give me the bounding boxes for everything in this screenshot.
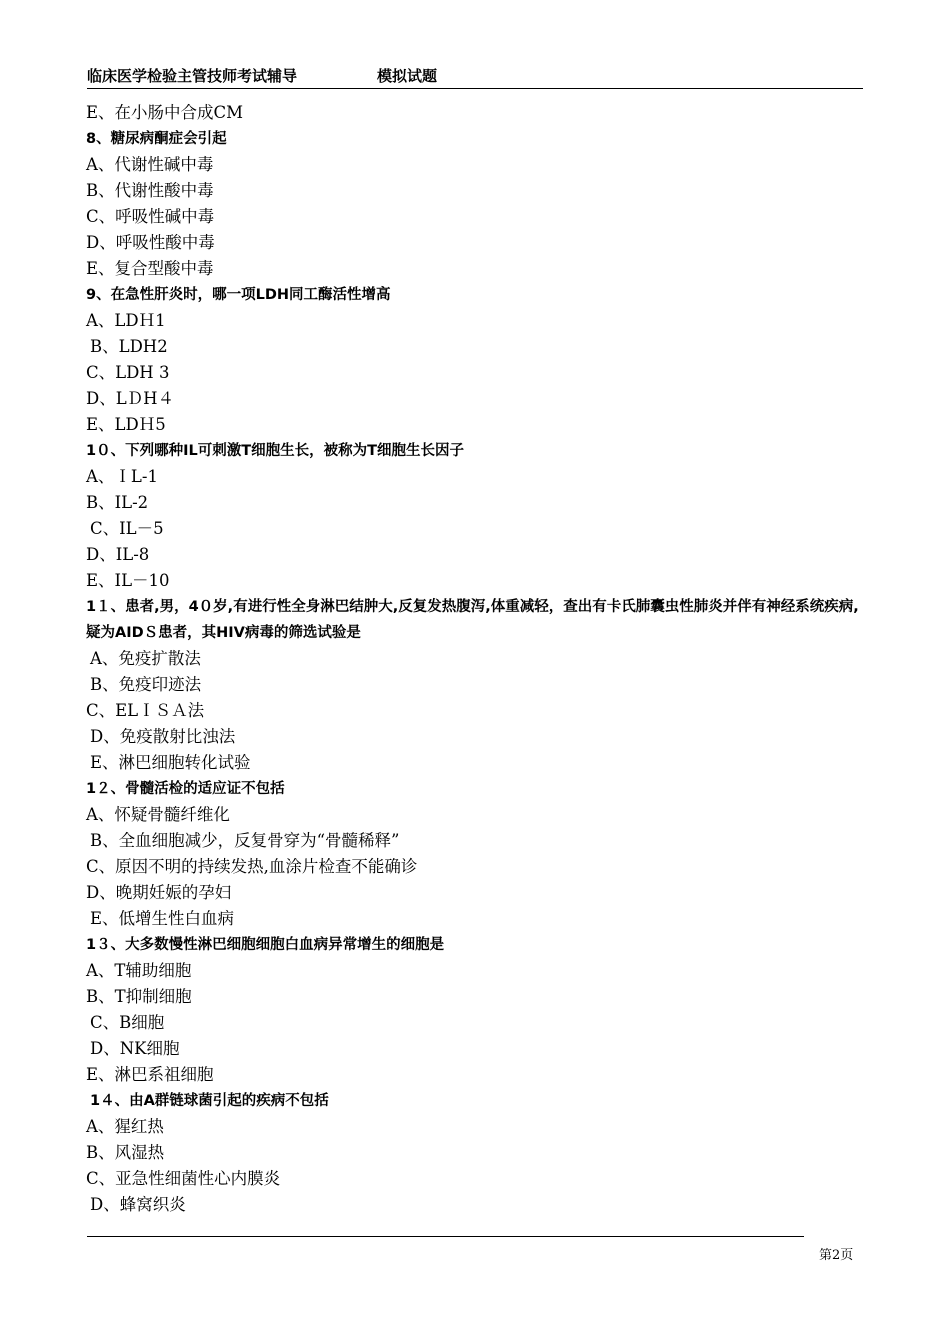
answer-option: D、NK细胞 [90, 1039, 180, 1058]
question-text: 9、在急性肝炎时，哪一项LDH同工酶活性增高 [86, 287, 391, 303]
header-title: 临床医学检验主管技师考试辅导 [87, 67, 298, 85]
answer-option: D、蜂窝织炎 [90, 1195, 186, 1214]
answer-option: B、IL-2 [86, 493, 149, 512]
question-text: 8、糖尿病酮症会引起 [86, 131, 227, 147]
answer-option: C、B细胞 [90, 1013, 165, 1032]
answer-option: B、全血细胞减少，反复骨穿为“骨髓稀释” [90, 831, 400, 850]
answer-option: C、原因不明的持续发热,血涂片检查不能确诊 [86, 857, 418, 876]
exam-content [86, 100, 866, 1218]
answer-option: C、IL－5 [90, 519, 164, 538]
page-number: 第2页 [819, 1248, 854, 1263]
answer-option: B、LDH2 [90, 337, 168, 356]
answer-option: B、免疫印迹法 [90, 675, 202, 694]
question-text: 1２、骨髓活检的适应证不包括 [86, 781, 285, 797]
answer-option: E、淋巴系祖细胞 [86, 1065, 214, 1084]
answer-option: E、复合型酸中毒 [86, 259, 214, 278]
answer-option: A、猩红热 [86, 1117, 164, 1136]
answer-option: C、ELＩＳＡ法 [86, 701, 205, 720]
header-subtitle: 模拟试题 [377, 67, 438, 85]
footer-divider [87, 1236, 804, 1237]
answer-option: A、代谢性碱中毒 [86, 155, 214, 174]
answer-option: B、T抑制细胞 [86, 987, 192, 1006]
answer-option: B、代谢性酸中毒 [86, 181, 214, 200]
question-text: 1１、患者,男，4０岁,有进行性全身淋巴结肿大,反复发热腹泻,体重减轻，查出有卡氏肺囊虫性肺炎并伴有神经系统疾病,疑为AIDＳ患者，其HIV病毒的筛选试验是 [86, 599, 859, 641]
answer-option: D、LＤH４ [86, 389, 175, 408]
answer-option: D、呼吸性酸中毒 [86, 233, 215, 252]
answer-option: E、淋巴细胞转化试验 [90, 753, 251, 772]
question-text: 1０、下列哪种IL可刺激T细胞生长，被称为T细胞生长因子 [86, 443, 465, 459]
answer-option: E、IL－10 [86, 571, 170, 590]
question-text: 1４、由A群链球菌引起的疾病不包括 [90, 1093, 329, 1109]
answer-option: B、风湿热 [86, 1143, 165, 1162]
question-text: 1３、大多数慢性淋巴细胞细胞白血病异常增生的细胞是 [86, 937, 445, 953]
answer-option: C、呼吸性碱中毒 [86, 207, 215, 226]
answer-option: D、晚期妊娠的孕妇 [86, 883, 232, 902]
answer-option: D、免疫散射比浊法 [90, 727, 236, 746]
answer-option: A、LDＨ1 [86, 311, 166, 330]
answer-option: E、LDＨ5 [86, 415, 166, 434]
answer-option: A、ＩL-1 [86, 467, 158, 486]
answer-option: E、在小肠中合成CM [86, 103, 244, 122]
answer-option: A、免疫扩散法 [90, 649, 201, 668]
page-header [87, 64, 863, 89]
answer-option: D、IL-8 [86, 545, 150, 564]
answer-option: A、T辅助细胞 [86, 961, 192, 980]
answer-option: E、低增生性白血病 [90, 909, 235, 928]
answer-option: C、LDH 3 [86, 363, 170, 382]
answer-option: C、亚急性细菌性心内膜炎 [86, 1169, 281, 1188]
answer-option: A、怀疑骨髓纤维化 [86, 805, 230, 824]
